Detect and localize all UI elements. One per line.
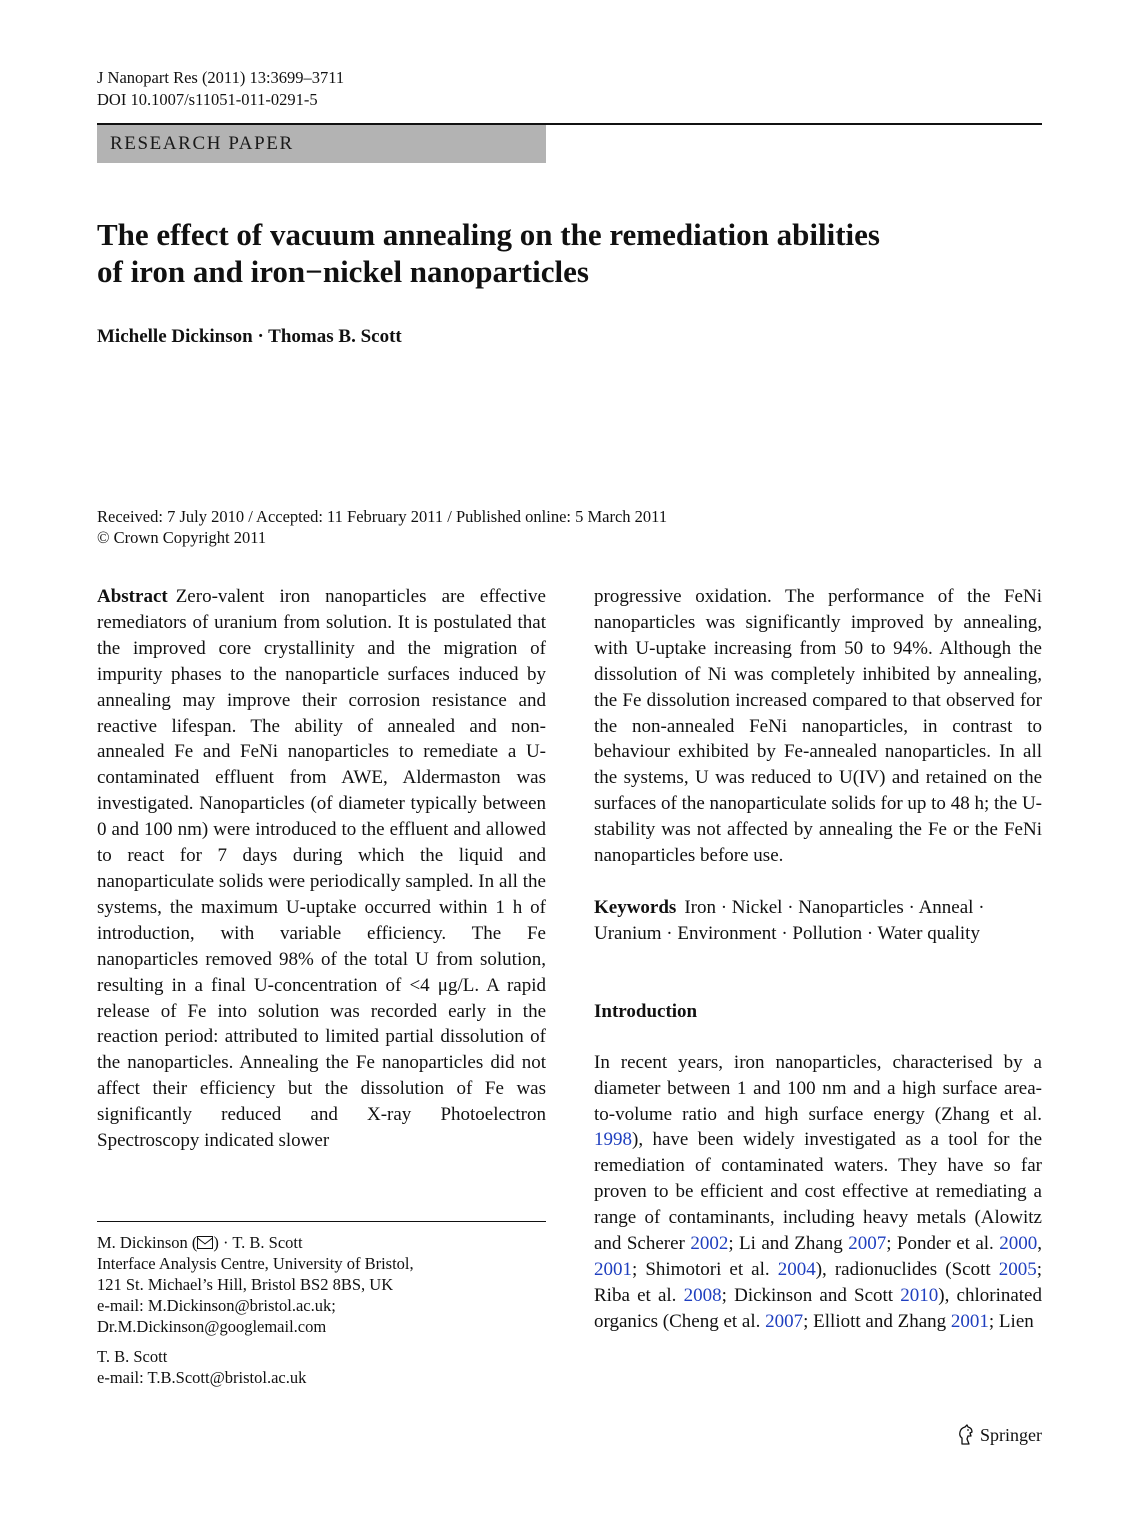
citation-link[interactable]: 2007	[765, 1310, 804, 1332]
intro-text: ), have been widely investigated as a tool for the remediation of contaminated waters. They have so far proven to be efficient and cost effective at remediating a range of contaminants, including heavy metals (Alowitz and Scherer	[594, 1129, 1042, 1255]
footnote-rule	[97, 1221, 546, 1222]
affiliation-line-2: 121 St. Michael’s Hill, Bristol BS2 8BS, UK	[97, 1275, 394, 1294]
intro-text: ; Elliott and Zhang	[803, 1310, 951, 1332]
publisher-logo	[956, 1424, 1042, 1446]
article-title	[97, 216, 1037, 290]
citation-link[interactable]: 2004	[777, 1258, 816, 1280]
citation-link[interactable]: 2000	[999, 1233, 1038, 1255]
intro-text: ; Li and Zhang	[728, 1233, 849, 1255]
article-history	[97, 506, 667, 548]
intro-text: ; Ponder et al.	[886, 1233, 1000, 1255]
footnote-author-2: ) · T. B. Scott	[213, 1233, 303, 1252]
section-label: RESEARCH PAPER	[97, 125, 546, 163]
introduction-paragraph	[594, 1050, 1042, 1335]
footnote-spacer	[97, 1337, 546, 1346]
intro-text: ; Dickinson and Scott	[721, 1284, 901, 1306]
history-dates: Received: 7 July 2010 / Accepted: 11 February 2011 / Published online: 5 March 2011	[97, 507, 668, 526]
author-footnote	[97, 1232, 546, 1388]
title-line-1: The effect of vacuum annealing on the remediation abilities	[97, 217, 880, 252]
affiliation-line-1: Interface Analysis Centre, University of Bristol,	[97, 1254, 414, 1273]
citation-link[interactable]: 2001	[594, 1258, 632, 1280]
email-line-2[interactable]: Dr.M.Dickinson@googlemail.com	[97, 1317, 327, 1336]
second-author-name: T. B. Scott	[97, 1347, 168, 1366]
intro-text: ; Lien	[988, 1310, 1034, 1332]
springer-horse-icon	[956, 1424, 976, 1446]
intro-text: ; Shimotori et al.	[632, 1258, 778, 1280]
introduction-heading: Introduction	[594, 1000, 698, 1022]
footnote-author-1: M. Dickinson (	[97, 1233, 198, 1252]
publisher-name: Springer	[980, 1424, 1042, 1445]
citation-link[interactable]: 2008	[683, 1284, 722, 1306]
abstract-label: Abstract	[97, 586, 168, 607]
citation-link[interactable]: 2002	[690, 1233, 729, 1255]
journal-citation	[97, 67, 344, 111]
journal-line: J Nanopart Res (2011) 13:3699–3711	[97, 68, 345, 87]
keywords-label: Keywords	[594, 896, 677, 918]
email-line-1[interactable]: e-mail: M.Dickinson@bristol.ac.uk;	[97, 1296, 336, 1315]
intro-text: ), chlorinated organics (Cheng et al.	[594, 1284, 1042, 1332]
citation-link[interactable]: 2005	[998, 1258, 1037, 1280]
title-line-2: of iron and iron−nickel nanoparticles	[97, 254, 589, 289]
abstract-left-column	[97, 584, 546, 1154]
copyright-line: © Crown Copyright 2011	[97, 528, 267, 547]
citation-link[interactable]: 2010	[900, 1284, 939, 1306]
intro-text: In recent years, iron nanoparticles, characterised by a diameter between 1 and 100 nm and a high surface area-to-volume ratio and high surface energy (Zhang et al.	[594, 1051, 1042, 1125]
keywords-text: Iron · Nickel · Nanoparticles · Anneal · Uranium · Environment · Pollution · Water quality	[594, 896, 985, 944]
keywords-block	[594, 895, 1042, 947]
abstract-text-part-1: Zero-valent iron nanoparticles are effective remediators of uranium from solution. It is postulated that the improved core crystallinity and the migration of impurity phases to the nanoparticle surfaces induced by annealing may improve their corrosion resistance and reactive lifespan. The ability of annealed and non-annealed Fe and FeNi nanoparticles to remediate a U-contaminated effluent from AWE, Aldermaston was investigated. Nanoparticles (of diameter typically between 0 and 100 nm) were introduced to the effluent and allowed to react for 7 days during which the liquid and nanoparticulate solids were periodically sampled. In all the systems, the maximum U-uptake occurred within 1 h of introduction, with variable efficiency. The Fe nanoparticles removed 98% of the total U from solution, resulting in a final U-concentration of <4 μg/L. A rapid release of Fe into solution was recorded early in the reaction period: attributed to limited partial dissolution of the nanoparticles. Annealing the Fe nanoparticles did not affect their efficiency but the dissolution of Fe was significantly reduced and X-ray Photoelectron Spectroscopy indicated slower	[97, 586, 546, 1152]
citation-link[interactable]: 2007	[848, 1233, 887, 1255]
right-column	[594, 584, 1042, 1335]
footnote-authors	[97, 1232, 546, 1253]
citation-link[interactable]: 2001	[950, 1310, 989, 1332]
intro-text: ,	[1037, 1233, 1042, 1255]
email-line-3[interactable]: e-mail: T.B.Scott@bristol.ac.uk	[97, 1368, 307, 1387]
author-list: Michelle Dickinson · Thomas B. Scott	[97, 326, 402, 347]
abstract-text-part-2: progressive oxidation. The performance of the FeNi nanoparticles was significantly improved by annealing, with U-uptake increasing from 50 to 94%. Although the dissolution of Ni was completely inhibited by annealing, the Fe dissolution increased compared to that observed for the non-annealed FeNi nanoparticles, in contrast to behaviour exhibited by Fe-annealed nanoparticles. In all the systems, U was reduced to U(IV) and retained on the surfaces of the nanoparticulate solids for up to 48 h; the U-stability was not affected by annealing the Fe or the FeNi nanoparticles before use.	[594, 586, 1042, 867]
intro-text: ; Riba et al.	[594, 1258, 1042, 1306]
envelope-icon	[197, 1236, 213, 1249]
intro-text: ), radionuclides (Scott	[815, 1258, 999, 1280]
citation-link[interactable]: 1998	[594, 1129, 632, 1151]
doi-line: DOI 10.1007/s11051-011-0291-5	[97, 90, 318, 109]
